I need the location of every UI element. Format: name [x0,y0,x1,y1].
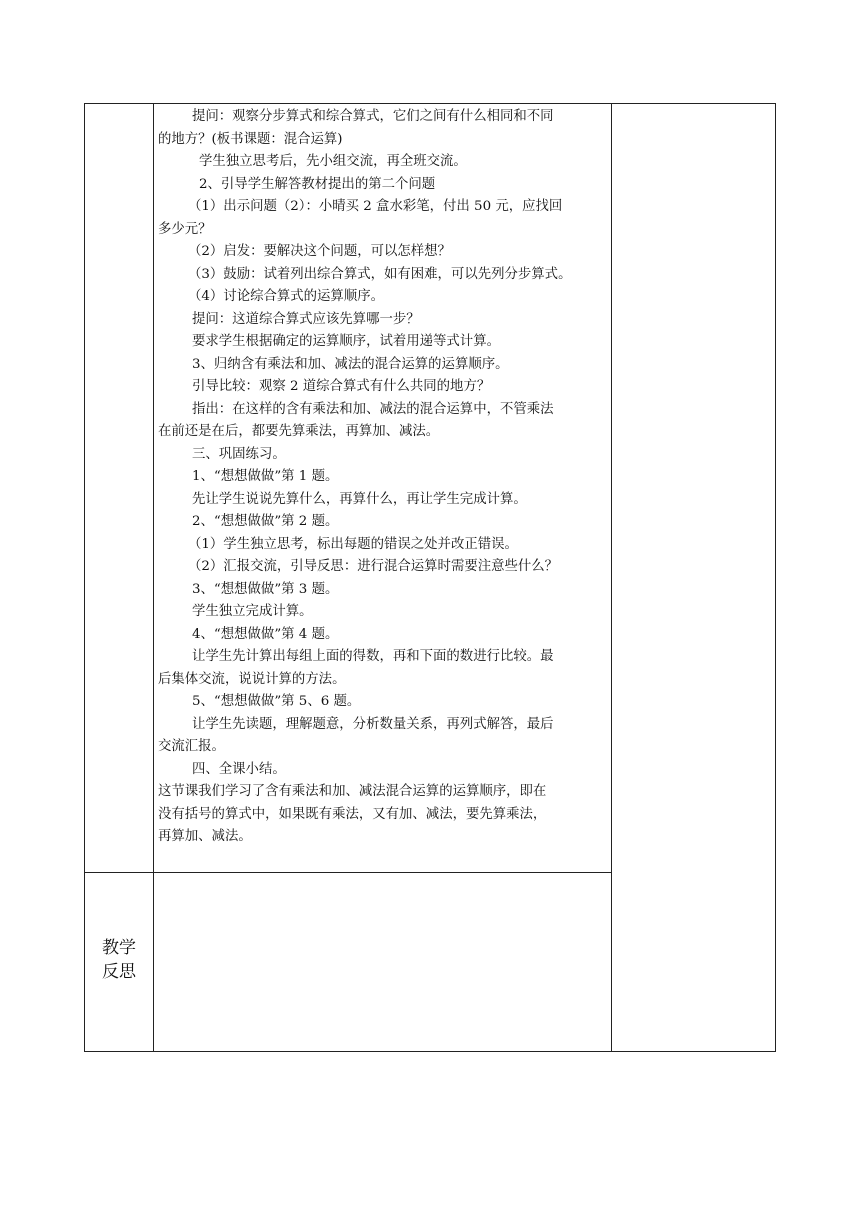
text-line: （3）鼓励：试着列出综合算式，如有困难，可以先列分步算式。 [188,266,572,282]
text-line: 提问：观察分步算式和综合算式，它们之间有什么相同和不同 [192,109,554,124]
text-line: 让学生先计算出每组上面的得数，再和下面的数进行比较。最 [192,649,554,664]
text-line: 提问：这道综合算式应该先算哪一步？ [192,311,420,327]
text-line: 要求学生根据确定的运算顺序，试着用递等式计算。 [192,334,500,349]
text-line: （4）讨论综合算式的运算顺序。 [188,289,384,304]
column-divider-2 [611,104,612,1051]
text-line: 让学生先读题，理解题意，分析数量关系，再列式解答，最后 [192,716,554,732]
lesson-process-content [158,106,608,849]
text-line: 这节课我们学习了含有乘法和加、减法混合运算的运算顺序，即在 [158,784,547,799]
reflection-label [86,936,152,984]
text-line: 多少元？ [158,221,212,237]
reflection-label-line2: 反思 [102,962,136,982]
text-line: 2、引导学生解答教材提出的第二个问题 [199,176,436,192]
text-line: 先让学生说说先算什么，再算什么，再让学生完成计算。 [192,491,527,507]
text-line: 四、全课小结。 [192,761,286,777]
text-line: 引导比较：观察 2 道综合算式有什么共同的地方？ [192,379,491,394]
text-line: 指出：在这样的含有乘法和加、减法的混合运算中，不管乘法 [192,401,554,417]
text-line: 再算加、减法。 [158,829,252,844]
text-line: （1）学生独立思考，标出每题的错误之处并改正错误。 [188,536,518,552]
text-line: （2）汇报交流，引导反思：进行混合运算时需要注意些什么？ [188,559,559,574]
text-line: 交流汇报。 [158,739,225,754]
column-divider-1 [153,104,154,1051]
reflection-label-line1: 教学 [102,938,136,958]
text-line: 的地方？(板书课题：混合运算) [158,131,343,147]
text-line: 3、“想想做做”第 3 题。 [192,581,339,597]
row-divider [85,872,612,873]
text-line: 在前还是在后，都要先算乘法，再算加、减法。 [158,424,440,439]
text-line: 4、“想想做做”第 4 题。 [192,626,339,642]
text-line: 1、“想想做做”第 1 题。 [192,469,339,484]
text-line: （2）启发：要解决这个问题，可以怎样想？ [188,244,451,259]
text-line: 三、巩固练习。 [192,446,286,462]
text-line: 5、“想想做做”第 5、6 题。 [192,694,361,709]
text-line: （1）出示问题（2）：小晴买 2 盒水彩笔，付出 50 元，应找回 [188,199,563,214]
text-line: 3、归纳含有乘法和加、减法的混合运算的运算顺序。 [192,356,509,372]
text-line: 学生独立思考后，先小组交流，再全班交流。 [199,154,467,169]
text-line: 后集体交流，说说计算的方法。 [158,671,346,687]
text-line: 2、“想想做做”第 2 题。 [192,514,339,529]
text-line: 学生独立完成计算。 [192,604,313,619]
text-line: 没有括号的算式中，如果既有乘法，又有加、减法，要先算乘法， [158,806,547,822]
